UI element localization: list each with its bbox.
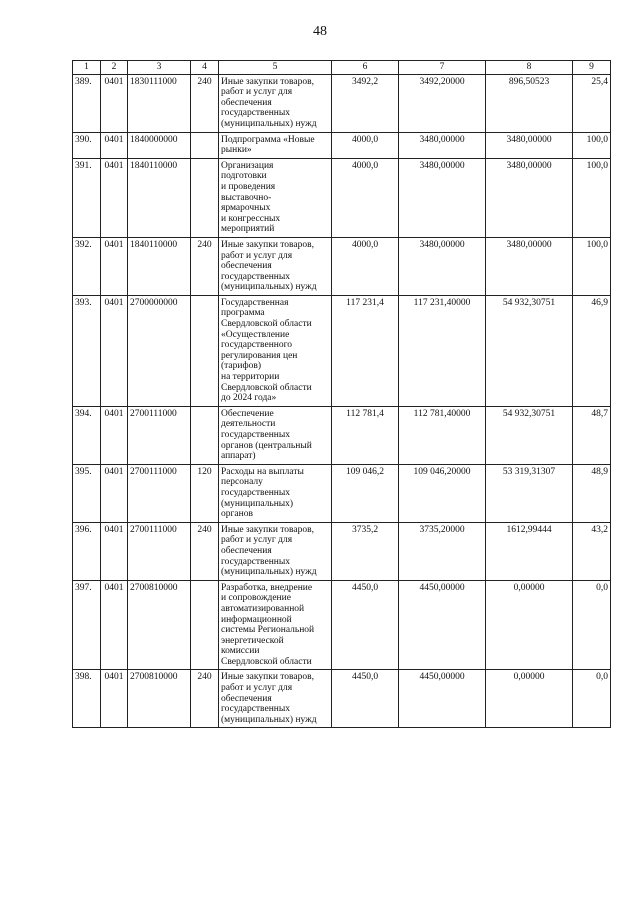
approved-amount: 4000,0 — [332, 132, 399, 158]
row-number: 396. — [73, 522, 101, 580]
table-row — [73, 464, 611, 522]
planned-amount: 109 046,20000 — [399, 464, 486, 522]
row-number: 393. — [73, 295, 101, 406]
table-row — [73, 406, 611, 464]
section-code: 0401 — [101, 464, 128, 522]
planned-amount: 112 781,40000 — [399, 406, 486, 464]
column-header: 6 — [332, 61, 399, 75]
section-code: 0401 — [101, 522, 128, 580]
target-code: 2700810000 — [128, 580, 191, 670]
approved-amount: 117 231,4 — [332, 295, 399, 406]
planned-amount: 3735,20000 — [399, 522, 486, 580]
expense-type: 240 — [191, 670, 219, 728]
header-row — [73, 61, 611, 75]
target-code: 2700000000 — [128, 295, 191, 406]
target-code: 2700111000 — [128, 522, 191, 580]
expense-type — [191, 132, 219, 158]
item-name: Иные закупки товаров, работ и услуг для обеспечения государственных (муниципальных) нужд — [219, 237, 332, 295]
item-name: Обеспечение деятельности государственных органов (центральный аппарат) — [219, 406, 332, 464]
column-header: 3 — [128, 61, 191, 75]
table-row — [73, 158, 611, 237]
planned-amount: 117 231,40000 — [399, 295, 486, 406]
item-name: Организация подготовки и проведения выставочно- ярмарочных и конгрессных мероприятий — [219, 158, 332, 237]
expense-type — [191, 158, 219, 237]
table-row — [73, 132, 611, 158]
execution-percent: 0,0 — [573, 580, 611, 670]
execution-percent: 100,0 — [573, 237, 611, 295]
column-header: 9 — [573, 61, 611, 75]
column-header: 8 — [486, 61, 573, 75]
expense-type: 120 — [191, 464, 219, 522]
section-code: 0401 — [101, 132, 128, 158]
table-body — [73, 74, 611, 728]
approved-amount: 4000,0 — [332, 158, 399, 237]
item-name: Подпрограмма «Новые рынки» — [219, 132, 332, 158]
planned-amount: 3480,00000 — [399, 132, 486, 158]
planned-amount: 3492,20000 — [399, 74, 486, 132]
approved-amount: 109 046,2 — [332, 464, 399, 522]
executed-amount: 896,50523 — [486, 74, 573, 132]
execution-percent: 43,2 — [573, 522, 611, 580]
executed-amount: 3480,00000 — [486, 237, 573, 295]
column-header: 1 — [73, 61, 101, 75]
table-row — [73, 522, 611, 580]
target-code: 2700111000 — [128, 406, 191, 464]
column-header: 7 — [399, 61, 486, 75]
execution-percent: 46,9 — [573, 295, 611, 406]
row-number: 398. — [73, 670, 101, 728]
item-name: Иные закупки товаров, работ и услуг для обеспечения государственных (муниципальных) нужд — [219, 670, 332, 728]
table-row — [73, 74, 611, 132]
target-code: 1840000000 — [128, 132, 191, 158]
column-header: 5 — [219, 61, 332, 75]
expense-type: 240 — [191, 74, 219, 132]
item-name: Иные закупки товаров, работ и услуг для обеспечения государственных (муниципальных) нужд — [219, 74, 332, 132]
execution-percent: 100,0 — [573, 158, 611, 237]
planned-amount: 4450,00000 — [399, 670, 486, 728]
executed-amount: 54 932,30751 — [486, 406, 573, 464]
column-header: 4 — [191, 61, 219, 75]
planned-amount: 4450,00000 — [399, 580, 486, 670]
section-code: 0401 — [101, 580, 128, 670]
section-code: 0401 — [101, 670, 128, 728]
executed-amount: 1612,99444 — [486, 522, 573, 580]
section-code: 0401 — [101, 158, 128, 237]
row-number: 389. — [73, 74, 101, 132]
executed-amount: 3480,00000 — [486, 158, 573, 237]
section-code: 0401 — [101, 406, 128, 464]
execution-percent: 25,4 — [573, 74, 611, 132]
execution-percent: 0,0 — [573, 670, 611, 728]
executed-amount: 0,00000 — [486, 580, 573, 670]
target-code: 1830111000 — [128, 74, 191, 132]
expense-type: 240 — [191, 237, 219, 295]
executed-amount: 53 319,31307 — [486, 464, 573, 522]
executed-amount: 54 932,30751 — [486, 295, 573, 406]
table-row — [73, 580, 611, 670]
target-code: 2700810000 — [128, 670, 191, 728]
section-code: 0401 — [101, 237, 128, 295]
executed-amount: 3480,00000 — [486, 132, 573, 158]
budget-table — [72, 60, 611, 728]
approved-amount: 3735,2 — [332, 522, 399, 580]
section-code: 0401 — [101, 74, 128, 132]
approved-amount: 3492,2 — [332, 74, 399, 132]
row-number: 395. — [73, 464, 101, 522]
approved-amount: 112 781,4 — [332, 406, 399, 464]
item-name: Иные закупки товаров, работ и услуг для обеспечения государственных (муниципальных) нужд — [219, 522, 332, 580]
row-number: 397. — [73, 580, 101, 670]
expense-type — [191, 295, 219, 406]
row-number: 394. — [73, 406, 101, 464]
execution-percent: 48,7 — [573, 406, 611, 464]
section-code: 0401 — [101, 295, 128, 406]
table-row — [73, 237, 611, 295]
execution-percent: 100,0 — [573, 132, 611, 158]
item-name: Расходы на выплаты персоналу государственных (муниципальных) органов — [219, 464, 332, 522]
item-name: Разработка, внедрение и сопровождение автоматизированной информационной системы Региональной энергетической комиссии Свердловской области — [219, 580, 332, 670]
row-number: 390. — [73, 132, 101, 158]
planned-amount: 3480,00000 — [399, 158, 486, 237]
row-number: 391. — [73, 158, 101, 237]
expense-type — [191, 406, 219, 464]
expense-type: 240 — [191, 522, 219, 580]
table-row — [73, 295, 611, 406]
table-row — [73, 670, 611, 728]
target-code: 2700111000 — [128, 464, 191, 522]
execution-percent: 48,9 — [573, 464, 611, 522]
approved-amount: 4450,0 — [332, 670, 399, 728]
page-number: 48 — [313, 24, 327, 39]
column-header: 2 — [101, 61, 128, 75]
target-code: 1840110000 — [128, 237, 191, 295]
item-name: Государственная программа Свердловской области «Осуществление государственного регулирования цен (тарифов) на территории Свердловской области до 2024 года» — [219, 295, 332, 406]
target-code: 1840110000 — [128, 158, 191, 237]
executed-amount: 0,00000 — [486, 670, 573, 728]
expense-type — [191, 580, 219, 670]
approved-amount: 4450,0 — [332, 580, 399, 670]
approved-amount: 4000,0 — [332, 237, 399, 295]
row-number: 392. — [73, 237, 101, 295]
planned-amount: 3480,00000 — [399, 237, 486, 295]
